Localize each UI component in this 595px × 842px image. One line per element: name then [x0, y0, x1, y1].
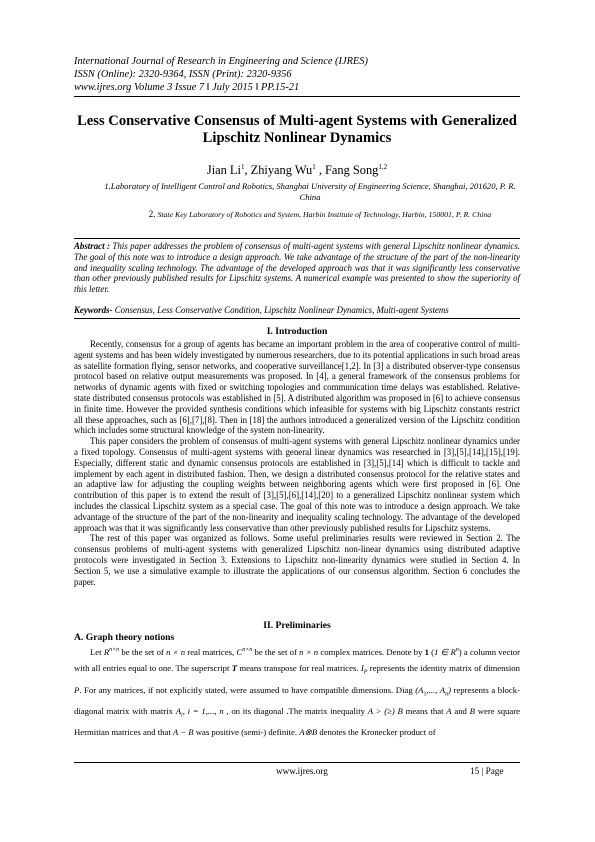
text-run: be the set of: [252, 646, 300, 657]
math-symbol: A > (≥) B: [367, 706, 403, 717]
keywords-text: Consensus, Less Conservative Condition, Lipschitz Nonlinear Dynamics, Multi-agent Systems: [112, 305, 449, 315]
text-run: and: [451, 706, 470, 717]
math-symbol: (A: [415, 684, 424, 695]
section-heading-introduction: I. Introduction: [266, 326, 328, 337]
text-run: complex matrices. Denote by: [318, 646, 425, 657]
math-symbol: , i = 1,..., n: [182, 706, 224, 717]
notation-paragraph: [74, 642, 520, 741]
math-symbol: 1: [424, 646, 429, 657]
affiliation-text: State Key Laboratory of Robotics and System, Harbin Institute of Technology, Harbin, 150001, P. R. China: [157, 210, 492, 219]
text-run: represents the identity matrix of dimension: [367, 663, 520, 674]
text-run: ): [458, 646, 462, 657]
abstract-text: This paper addresses the problem of consensus of multi-agent systems with general Lipschitz nonlinear dynamics. The goal of this note was to introduce a design approach. We take advantage of the structure of the part of the non-linearity and inequality scaling technology. The advantage of the developed approach was that it was significantly less conservative than other previously published results for Lipschitz systems. A numerical example was presented to show the superiority of this letter.: [74, 241, 520, 295]
math-symbol: [104, 647, 119, 657]
footer-url: www.ijres.org: [276, 766, 328, 776]
text-run: were square Hermitian matrices and that: [74, 706, 521, 738]
text-run: Let: [90, 646, 104, 657]
section-heading-preliminaries: II. Preliminaries: [263, 620, 331, 631]
math-symbol: A: [175, 706, 182, 717]
subsection-heading-graph-theory: A. Graph theory notions: [74, 632, 175, 643]
math-symbol: I: [360, 663, 364, 674]
paragraph: [74, 642, 520, 741]
affiliation-2: [110, 209, 530, 220]
author-list: [74, 163, 520, 178]
paragraph: Recently, consensus for a group of agents has became an important problem in the area of cooperative control of multi-agent systems and has been widely investigated by numerous researchers, due to its potential applications in such broad areas as satellite formation flying, sensor networks, and cooperative surveillance[1,2]. In [3] a distributed observer-type consensus protocol based on relative output measurements was proposed. In [4], a general framework of the consensus problems for networks of dynamic agents with fixed or switching topologies and communication time delays was established. Relative-state distributed consensus protocols was established in [5]. A distributed algorithm was proposed in [6] to achieve consensus in finite time. However the provided synthesis conditions which infeasible for systems with big Lipschitz constants restrict all these approaches, such as [6],[7],[8]. Then in [18] the authors introduced a generalized version of the Lipschitz condition which includes some structural knowledge of the system non-linearity.: [74, 339, 520, 436]
author-name: Jian Li: [206, 163, 241, 177]
math-symbol: 1 ∈ R: [434, 646, 456, 657]
math-symbol: C: [236, 646, 243, 657]
affiliation-number: 2.: [148, 209, 156, 219]
introduction-body: [74, 339, 520, 587]
math-symbol: n × n: [166, 646, 186, 657]
math-symbol: B: [469, 706, 475, 717]
math-symbol: [236, 647, 252, 657]
math-symbol: n × n: [299, 646, 319, 657]
math-symbol: ): [448, 684, 451, 695]
math-subscript: n: [445, 691, 449, 698]
header-divider: [74, 96, 520, 97]
text-run: (: [428, 646, 435, 657]
author-affil-mark: 1: [240, 162, 245, 171]
author-name: , Fang Song: [315, 163, 379, 177]
keywords-label: Keywords-: [74, 305, 113, 315]
text-run: means that: [402, 706, 447, 717]
math-symbol: A: [446, 706, 452, 717]
text-run: be the set of: [119, 646, 167, 657]
text-run: real matrices,: [185, 646, 237, 657]
abstract-label: Abstract :: [74, 241, 110, 251]
author-affil-mark: 1,2: [378, 162, 388, 171]
journal-issn: ISSN (Online): 2320-9364, ISSN (Print): 2320-9356: [74, 69, 292, 80]
abstract-divider-bottom: [74, 318, 520, 319]
text-run: represents a block-diagonal matrix with matrix: [74, 684, 520, 717]
math-subscript: 1: [423, 691, 427, 698]
author-affil-mark: 1: [312, 162, 316, 171]
math-superscript: n: [455, 647, 459, 653]
math-symbol: T: [231, 663, 238, 674]
text-run: a column vector with all entries equal to one. The superscript: [74, 646, 521, 674]
paragraph: The rest of this paper was organized as follows. Some useful preliminaries results were reviewed in Section 2. The consensus problems of multi-agent systems with generalized Lipschitz non-linear dynamics using distributed adaptive protocols were investigated in Section 3. Extensions to Lipschitz non-linearity dynamics were studied in Section 4. In Section 5, we use a simulative example to illustrate the applications of our consensus algorithm. Section 6 concludes the paper.: [74, 533, 520, 587]
footer-divider: [74, 762, 520, 763]
author-name: , Zhiyang Wu: [244, 163, 313, 177]
math-symbol: P: [74, 684, 80, 695]
affiliation-1: 1.Laboratory of Intelligent Control and Robotics, Shanghai University of Engineering Science, Shanghai, 201620, P. R. China: [104, 181, 516, 202]
math-subscript: P: [363, 670, 368, 677]
keywords: [74, 305, 520, 316]
journal-header: [74, 55, 534, 94]
math-subscript: i: [181, 712, 183, 719]
journal-name: International Journal of Research in Engineering and Science (IJRES): [74, 56, 368, 67]
math-symbol: A⊗B: [299, 727, 318, 738]
journal-volume: www.ijres.org Volume 3 Issue 7 ǁ July 2015 ǁ PP.15-21: [74, 82, 300, 93]
text-run: denotes the Kronecker product of: [317, 727, 436, 738]
footer-page-number: 15 | Page: [470, 766, 504, 776]
text-run: , on its diagonal .The matrix inequality: [223, 706, 368, 717]
abstract: [74, 241, 520, 295]
paper-title: Less Conservative Consensus of Multi-agent Systems with Generalized Lipschitz Nonlinear Dynamics: [77, 113, 517, 146]
math-superscript: n×n: [242, 647, 253, 653]
paragraph: This paper considers the problem of consensus of multi-agent systems with general Lipschitz nonlinear dynamics under a fixed topology. Consensus of multi-agent systems with general linear dynamics was researched in [3],[5],[14],[15],[19]. Especially, different static and dynamic consensus protocols are established in [3],[5],[14] which is difficult to tackle and implement by each agent in distributed fashion. Then, we design a distributed consensus protocol for the relative states and an adaptive law for adjusting the coupling weights between neighboring agents which were first proposed in [6]. One contribution of this paper is to extend the result of [3],[5],[6],[14],[20] to a generalized Lipschitz nonlinear system which includes the classical Lipschitz system as a special case. The goal of this note was to introduce a design approach. We take advantage of the structure of the part of the non-linearity and inequality scaling technology. The advantage of the developed approach was that it was significantly less conservative than other previously published results for Lipschitz systems.: [74, 436, 520, 533]
math-symbol: A − B: [172, 727, 194, 738]
math-symbol: ,..., A: [426, 684, 446, 695]
text-run: means transpose for real matrices.: [237, 663, 361, 674]
math-symbol: R: [103, 646, 110, 657]
text-run: was positive (semi-) definite.: [193, 727, 300, 738]
text-run: . For any matrices, if not explicitly stated, were assumed to have compatible dimensions. Diag: [79, 684, 416, 695]
math-superscript: n×n: [109, 647, 120, 653]
abstract-divider-top: [74, 238, 520, 239]
